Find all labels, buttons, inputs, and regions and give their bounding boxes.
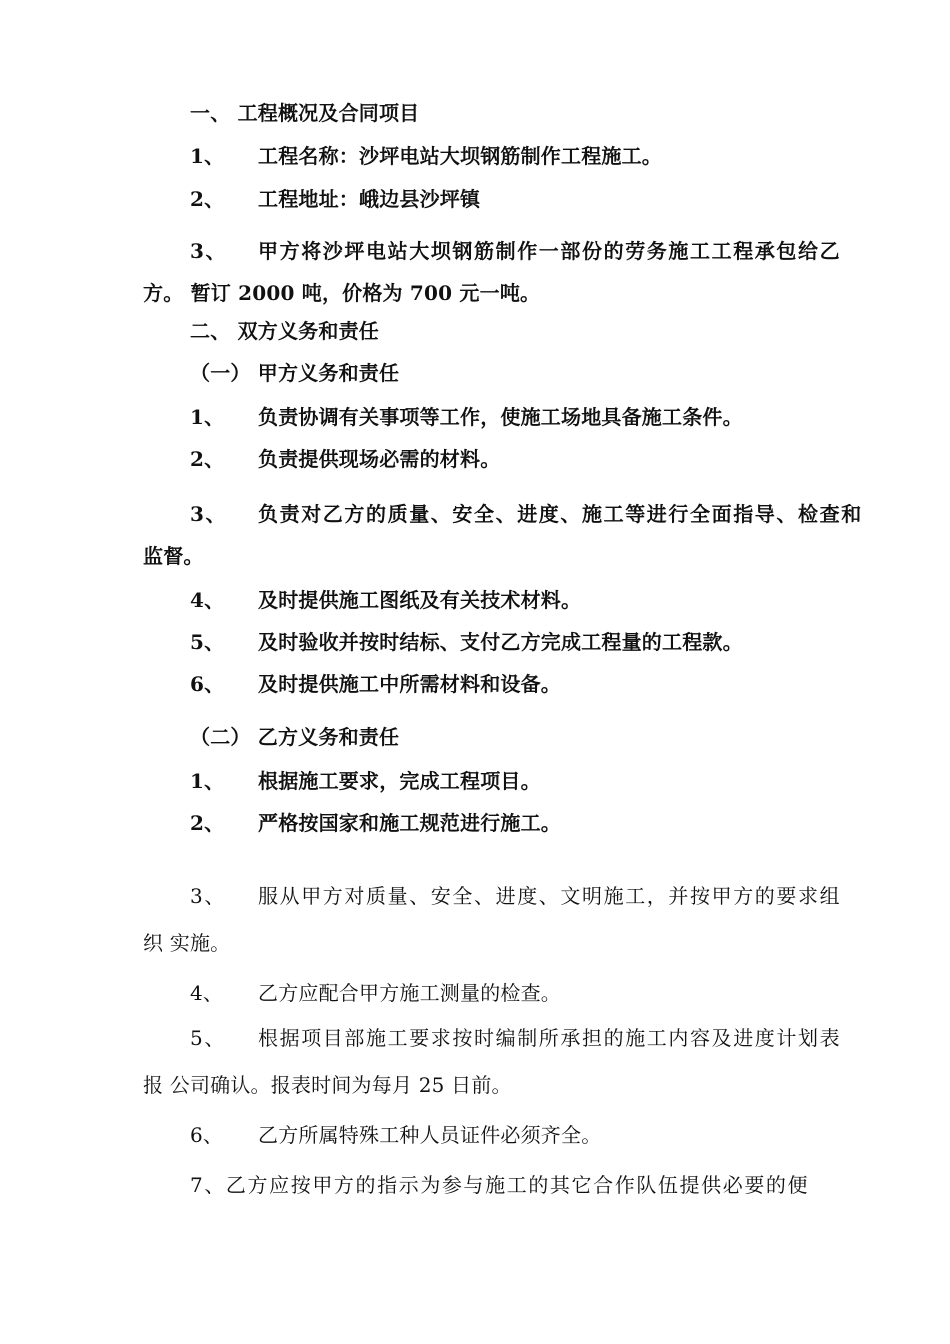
item-number: 3、 xyxy=(190,239,228,263)
item-number: 2、 xyxy=(190,447,225,471)
item-text: 及时提供施工中所需材料和设备。 xyxy=(258,672,561,696)
item-text: 负责协调有关事项等工作，使施工场地具备施工条件。 xyxy=(258,405,743,429)
partA-item-3 xyxy=(190,501,863,527)
partB-item-5 xyxy=(190,1025,841,1051)
item-number: 2、 xyxy=(190,187,225,211)
partA-item-5 xyxy=(190,629,743,655)
item-text: 及时验收并按时结标、支付乙方完成工程量的工程款。 xyxy=(258,630,743,654)
item-number: 6、 xyxy=(190,1123,224,1147)
partA-heading: （一） 甲方义务和责任 xyxy=(190,361,400,385)
section1-item-3 xyxy=(190,238,841,264)
item-number: 4、 xyxy=(190,588,225,612)
partB-item-7: 7、乙方应按甲方的指示为参与施工的其它合作队伍提供必要的便 xyxy=(190,1173,810,1197)
partA-item-2 xyxy=(190,446,500,472)
item-number: 4、 xyxy=(190,981,224,1005)
item-number: 1、 xyxy=(190,769,225,793)
item-number: 1、 xyxy=(190,144,225,168)
item-text: 乙方所属特殊工种人员证件必须齐全。 xyxy=(258,1123,602,1147)
item-number: 5、 xyxy=(190,630,225,654)
section1-item-1 xyxy=(190,143,662,169)
section1-heading: 一、 工程概况及合同项目 xyxy=(190,101,420,125)
section1-item-3-continuation: 方。 暂订 2000 吨，价格为 700 元一吨。 xyxy=(143,281,541,305)
item-text: 负责对乙方的质量、安全、进度、施工等进行全面指导、检查和 xyxy=(258,502,863,526)
item-number: 3、 xyxy=(190,502,228,526)
partB-item-3-continuation: 织 实施。 xyxy=(143,931,231,955)
item-text: 乙方应配合甲方施工测量的检查。 xyxy=(258,981,561,1005)
partB-item-2 xyxy=(190,810,561,836)
item-text: 工程地址：峨边县沙坪镇 xyxy=(258,187,481,211)
item-text: 根据施工要求，完成工程项目。 xyxy=(258,769,541,793)
item-text: 及时提供施工图纸及有关技术材料。 xyxy=(258,588,582,612)
partB-item-1 xyxy=(190,768,541,794)
partB-item-4 xyxy=(190,980,561,1006)
partA-item-1 xyxy=(190,404,743,430)
section1-item-2 xyxy=(190,186,480,212)
item-number: 2、 xyxy=(190,811,225,835)
partA-item-3-continuation: 监督。 xyxy=(143,544,204,568)
item-number: 5、 xyxy=(190,1026,226,1050)
item-text: 服从甲方对质量、安全、进度、文明施工，并按甲方的要求组 xyxy=(258,884,842,908)
partB-item-3 xyxy=(190,883,841,909)
item-text: 根据项目部施工要求按时编制所承担的施工内容及进度计划表 xyxy=(258,1026,842,1050)
partB-heading: （二） 乙方义务和责任 xyxy=(190,725,400,749)
item-text: 甲方将沙坪电站大坝钢筋制作一部份的劳务施工工程承包给乙 xyxy=(258,239,842,263)
item-number: 1、 xyxy=(190,405,225,429)
partB-item-6 xyxy=(190,1122,601,1148)
section2-heading: 二、 双方义务和责任 xyxy=(190,319,379,343)
partB-item-5-continuation: 报 公司确认。报表时间为每月 25 日前。 xyxy=(143,1073,512,1097)
item-text: 工程名称：沙坪电站大坝钢筋制作工程施工。 xyxy=(258,144,662,168)
partA-item-4 xyxy=(190,587,581,613)
item-text: 负责提供现场必需的材料。 xyxy=(258,447,501,471)
item-number: 3、 xyxy=(190,884,226,908)
item-text: 严格按国家和施工规范进行施工。 xyxy=(258,811,561,835)
partA-item-6 xyxy=(190,671,561,697)
item-number: 6、 xyxy=(190,672,225,696)
